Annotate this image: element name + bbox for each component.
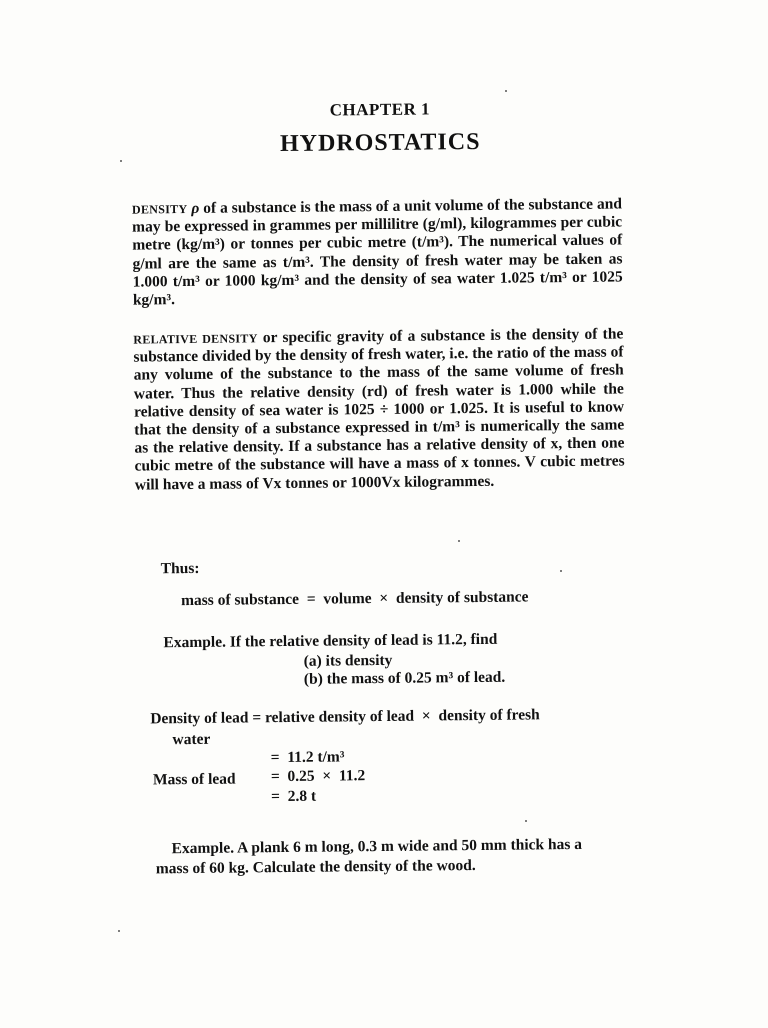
density-term: DENSITY: [131, 202, 188, 217]
relative-density-text: or specific gravity of a substance is the density of the substance divided by the density of fresh water, i.e. the ratio of the mass of any volume of the substance to the mass of the same volume of fresh water. Thus the relative density (rd) of fresh water is 1.000 while the relative density of sea water is 1025 ÷ 1000 or 1.025. It is useful to know that the density of a substance expressed in t/m³ is numerically the same as the relative density. If a substance has a relative density of x, then one cubic metre of the substance will have a mass of x tonnes. V cubic metres will have a mass of Vx tonnes or 1000Vx kilogrammes.: [133, 325, 625, 494]
rho-symbol: ρ: [191, 199, 200, 217]
scan-speck: [525, 820, 527, 822]
example1-intro: Example. If the relative density of lead is 11.2, find: [163, 630, 498, 652]
scan-speck: [120, 160, 122, 162]
density-of-lead-line: Density of lead = relative density of lead × density of fresh: [150, 706, 540, 728]
example1-part-b: (b) the mass of 0.25 m³ of lead.: [303, 668, 506, 688]
relative-density-paragraph: [133, 325, 625, 494]
density-text: of a substance is the mass of a unit volume of the substance and may be expressed in grammes per millilitre (g/ml), kilogrammes per cubic metre (kg/m³) or tonnes per cubic metre (t/m³). The numerical values of g/ml are the same as t/m³. The density of fresh water may be taken as 1.000 t/m³ or 1000 kg/m³ and the density of sea water 1.025 t/m³ or 1025 kg/m³.: [132, 195, 623, 309]
scan-speck: [505, 90, 507, 92]
equation-mass-result: = 2.8 t: [271, 787, 317, 806]
example2-line1: Example. A plank 6 m long, 0.3 m wide and 50 mm thick has a: [171, 835, 583, 858]
chapter-title: HYDROSTATICS: [279, 128, 481, 158]
equation-density-value: = 11.2 t/m³: [270, 748, 345, 767]
density-paragraph: [132, 195, 623, 309]
fresh-water-continuation: water: [172, 730, 211, 749]
mass-of-lead-label: Mass of lead: [152, 770, 236, 789]
chapter-heading: CHAPTER 1: [329, 99, 431, 120]
scan-speck: [458, 540, 460, 542]
example1-part-a: (a) its density: [303, 651, 393, 670]
mass-formula: mass of substance = volume × density of substance: [180, 588, 529, 610]
scan-speck: [118, 930, 120, 932]
scan-speck: [560, 570, 562, 572]
relative-density-term: RELATIVE DENSITY: [133, 331, 258, 347]
thus-label: Thus:: [160, 559, 200, 578]
equation-mass-product: = 0.25 × 11.2: [270, 767, 366, 786]
example2-line2: mass of 60 kg. Calculate the density of the wood.: [155, 857, 476, 878]
